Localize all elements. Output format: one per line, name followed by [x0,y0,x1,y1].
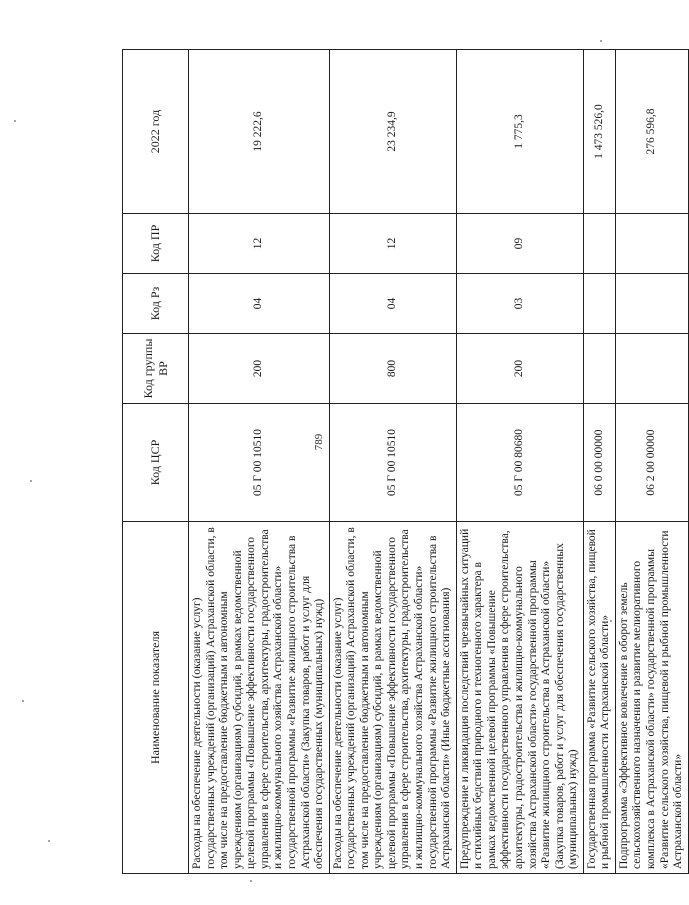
table-row [615,50,688,874]
header-name: Наименование показателя [123,522,189,874]
row-rz [583,274,615,334]
table-row [329,50,456,874]
row-pr: 12 [189,214,330,274]
row-name: Расходы на обеспечение деятельности (оказание услуг) государственных учреждений (организаций) Астраханской области, в том числе на предоставление бюджетным и автономным учреждениям (организациям) субсидий, в рамках ведомственной целевой программы «Повышение эффективности государственного управления в сфере строительства, архитектуры, градостроительства и жилищно-коммунального хозяйства Астраханской области» государственной программы «Развитие жилищного строительства в Астраханской области» (Закупка товаров, работ и услуг для обеспечения государственных (муниципальных) нужд) [189,522,330,874]
table-row [456,50,583,874]
header-vr: Код группы ВР [123,334,189,404]
row-csr: 05 Г 00 10510 [189,404,330,522]
row-amount: 23 234,9 [329,50,456,214]
row-amount: 1 473 526,0 [583,50,615,214]
row-pr [583,214,615,274]
row-amount: 276 596,8 [615,50,688,214]
table-row [189,50,330,874]
row-name: Подпрограмма «Эффективное вовлечение в оборот земель сельскохозяйственного назначения и развитие мелиоративного комплекса в Астраханской области» государственной программы «Развитие сельского хозяйства, пищевой и рыбной промышленности Астраханской области» [615,522,688,874]
budget-table [122,49,689,874]
row-name: Государственная программа «Развитие сельского хозяйства, пищевой и рыбной промышленности Астраханской области» [583,522,615,874]
row-csr: 06 2 00 00000 [615,404,688,522]
table-row [583,50,615,874]
row-vr: 800 [329,334,456,404]
row-csr: 05 Г 00 80680 [456,404,583,522]
header-rz: Код Рз [123,274,189,334]
row-rz: 03 [456,274,583,334]
row-rz [615,274,688,334]
row-csr: 05 Г 00 10510 [329,404,456,522]
row-amount: 19 222,6 [189,50,330,214]
row-vr [583,334,615,404]
row-rz: 04 [329,274,456,334]
row-pr: 12 [329,214,456,274]
row-csr: 06 0 00 00000 [583,404,615,522]
page-number: 789 [313,433,325,451]
row-rz: 04 [189,274,330,334]
header-year: 2022 год [123,50,189,214]
header-pr: Код ПР [123,214,189,274]
row-amount: 1 775,3 [456,50,583,214]
rotated-table-container [122,50,685,874]
row-name: Предупреждение и ликвидация последствий чрезвычайных ситуаций и стихийных бедствий природного и техногенного характера в рамках ведомственной целевой программы «Повышение эффективности государственного управления в сфере строительства, архитектуры, градостроительства и жилищно-коммунального хозяйства Астраханской области» государственной программы «Развитие жилищного строительства в Астраханской области» (Закупка товаров, работ и услуг для обеспечения государственных (муниципальных) нужд) [456,522,583,874]
row-name: Расходы на обеспечение деятельности (оказание услуг) государственных учреждений (организаций) Астраханской области, в том числе на предоставление бюджетным и автономным учреждениям (организациям) субсидий, в рамках ведомственной целевой программы «Повышение эффективности государственного управления в сфере строительства, архитектуры, градостроительства и жилищно-коммунального хозяйства Астраханской области» государственной программы «Развитие жилищного строительства в Астраханской области» (Иные бюджетные ассигнования) [329,522,456,874]
row-pr: 09 [456,214,583,274]
row-pr [615,214,688,274]
table-header-row [123,50,189,874]
row-vr: 200 [189,334,330,404]
row-vr: 200 [456,334,583,404]
row-vr [615,334,688,404]
header-csr: Код ЦСР [123,404,189,522]
